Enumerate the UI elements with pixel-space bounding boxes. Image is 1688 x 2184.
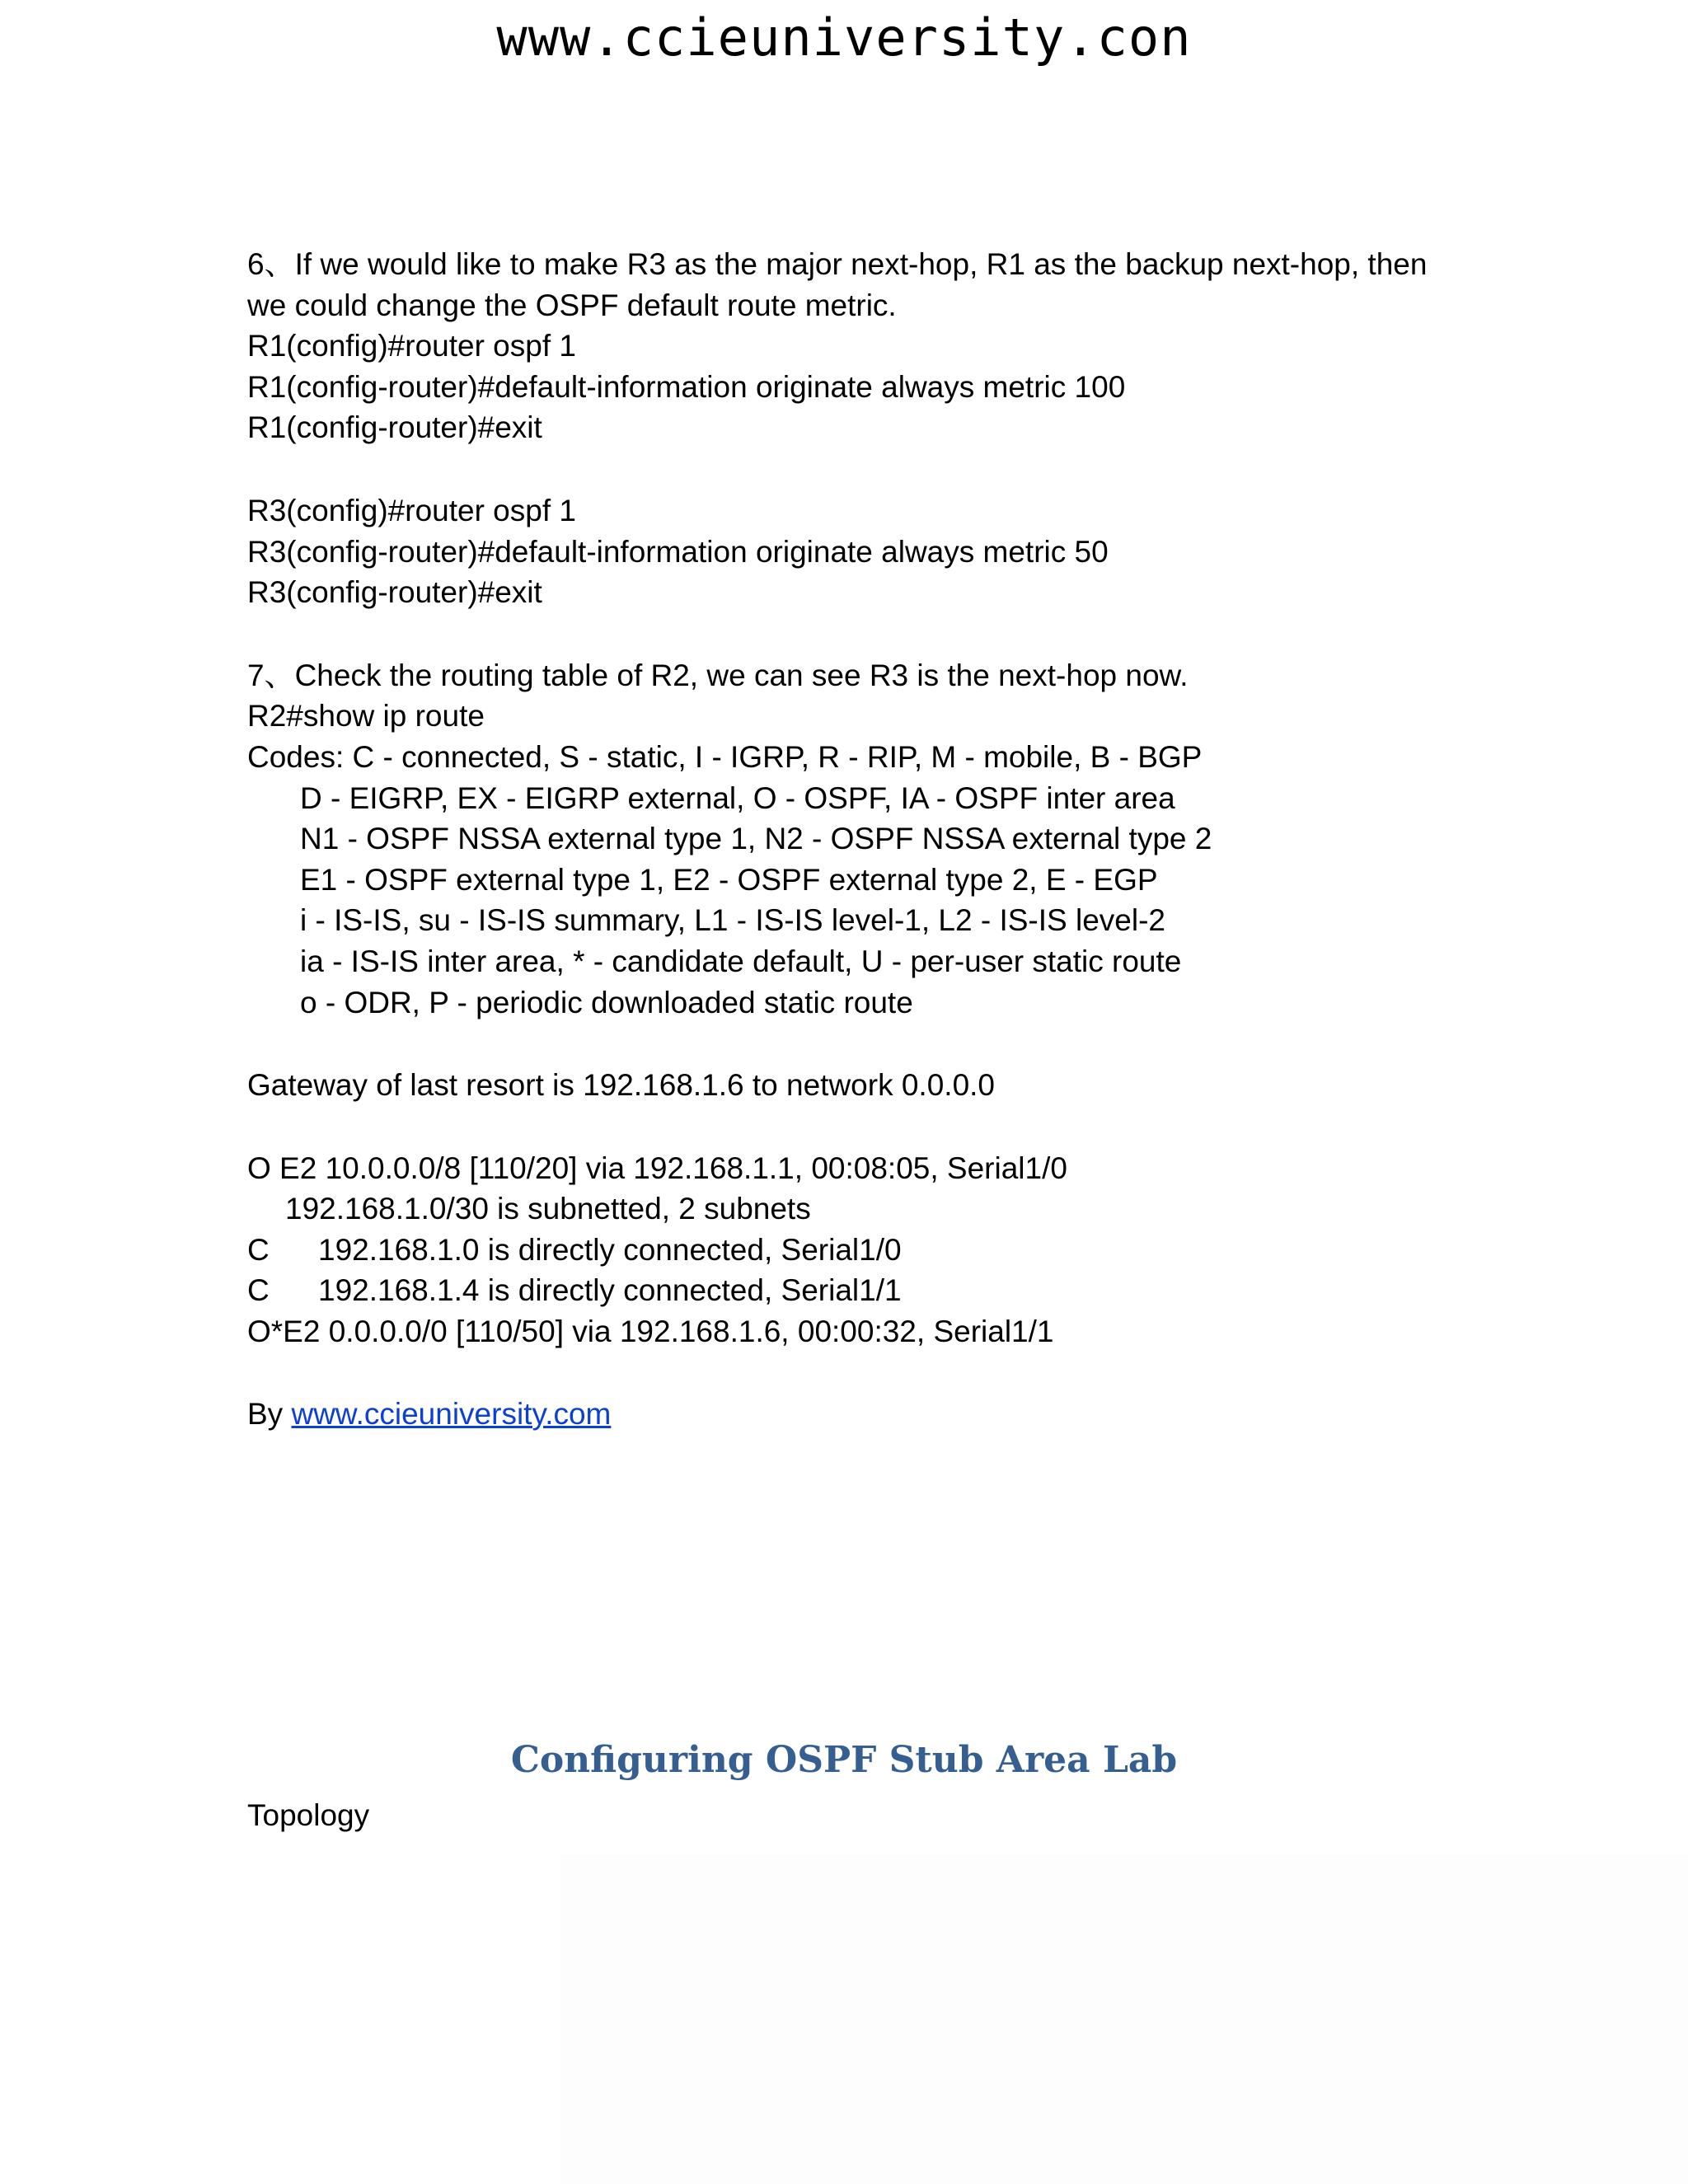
codes-legend-line: Codes: C - connected, S - static, I - IGRP, R - RIP, M - mobile, B - BGP [247, 739, 1203, 774]
route-entry: O E2 10.0.0.0/8 [110/20] via 192.168.1.1, 00:08:05, Serial1/0 [247, 1151, 1067, 1185]
document-body [247, 244, 1442, 1434]
byline [247, 1394, 1442, 1435]
topology-label: Topology [247, 1798, 370, 1832]
section-title: Configuring OSPF Stub Area Lab [510, 1739, 1178, 1781]
route-code: C [247, 1232, 270, 1267]
spacer [247, 1106, 1442, 1148]
byline-prefix: By [247, 1396, 292, 1431]
r3-command-line: R3(config-router)#exit [247, 575, 542, 610]
route-entry [247, 1230, 1442, 1271]
spacer [247, 448, 1442, 490]
r3-command-line: R3(config-router)#default-information originate always metric 50 [247, 534, 1109, 569]
page-header-watermark: www.ccieuniversity.con [496, 7, 1192, 68]
codes-legend-line: i - IS-IS, su - IS-IS summary, L1 - IS-IS level-1, L2 - IS-IS level-2 [300, 903, 1165, 938]
gateway-of-last-resort: Gateway of last resort is 192.168.1.6 to network 0.0.0.0 [247, 1068, 996, 1103]
subnetted-note: 192.168.1.0/30 is subnetted, 2 subnets [285, 1192, 811, 1226]
r1-command-line: R1(config-router)#exit [247, 410, 542, 445]
default-route-entry: O*E2 0.0.0.0/0 [110/50] via 192.168.1.6, 00:00:32, Serial1/1 [247, 1315, 1054, 1349]
codes-legend-line: ia - IS-IS inter area, * - candidate default, U - per-user static route [300, 944, 1182, 978]
codes-legend-line: D - EIGRP, EX - EIGRP external, O - OSPF, IA - OSPF inter area [300, 780, 1175, 815]
route-detail: 192.168.1.0 is directly connected, Serial1/0 [318, 1232, 902, 1267]
route-detail: 192.168.1.4 is directly connected, Serial1/1 [318, 1273, 902, 1308]
r3-command-line: R3(config)#router ospf 1 [247, 493, 576, 527]
spacer [247, 1023, 1442, 1065]
step6-intro: 6、If we would like to make R3 as the major next-hop, R1 as the backup next-hop, then we could change the OSPF default route metric. [247, 247, 1428, 322]
step7-intro: 7、Check the routing table of R2, we can see R3 is the next-hop now. [247, 658, 1189, 692]
codes-legend-line: E1 - OSPF external type 1, E2 - OSPF external type 2, E - EGP [300, 862, 1158, 897]
spacer [247, 1352, 1442, 1394]
topology-image-area [560, 1854, 1688, 2184]
r1-command-line: R1(config)#router ospf 1 [247, 329, 576, 363]
codes-legend-line: o - ODR, P - periodic downloaded static route [300, 985, 913, 1019]
codes-legend-line: N1 - OSPF NSSA external type 1, N2 - OSPF NSSA external type 2 [300, 822, 1212, 856]
ccieuniversity-link[interactable]: www.ccieuniversity.com [291, 1396, 612, 1431]
show-ip-route-command: R2#show ip route [247, 699, 485, 733]
spacer [247, 613, 1442, 655]
route-code: C [247, 1273, 270, 1308]
route-entry [247, 1270, 1442, 1311]
r1-command-line: R1(config-router)#default-information originate always metric 100 [247, 369, 1126, 404]
